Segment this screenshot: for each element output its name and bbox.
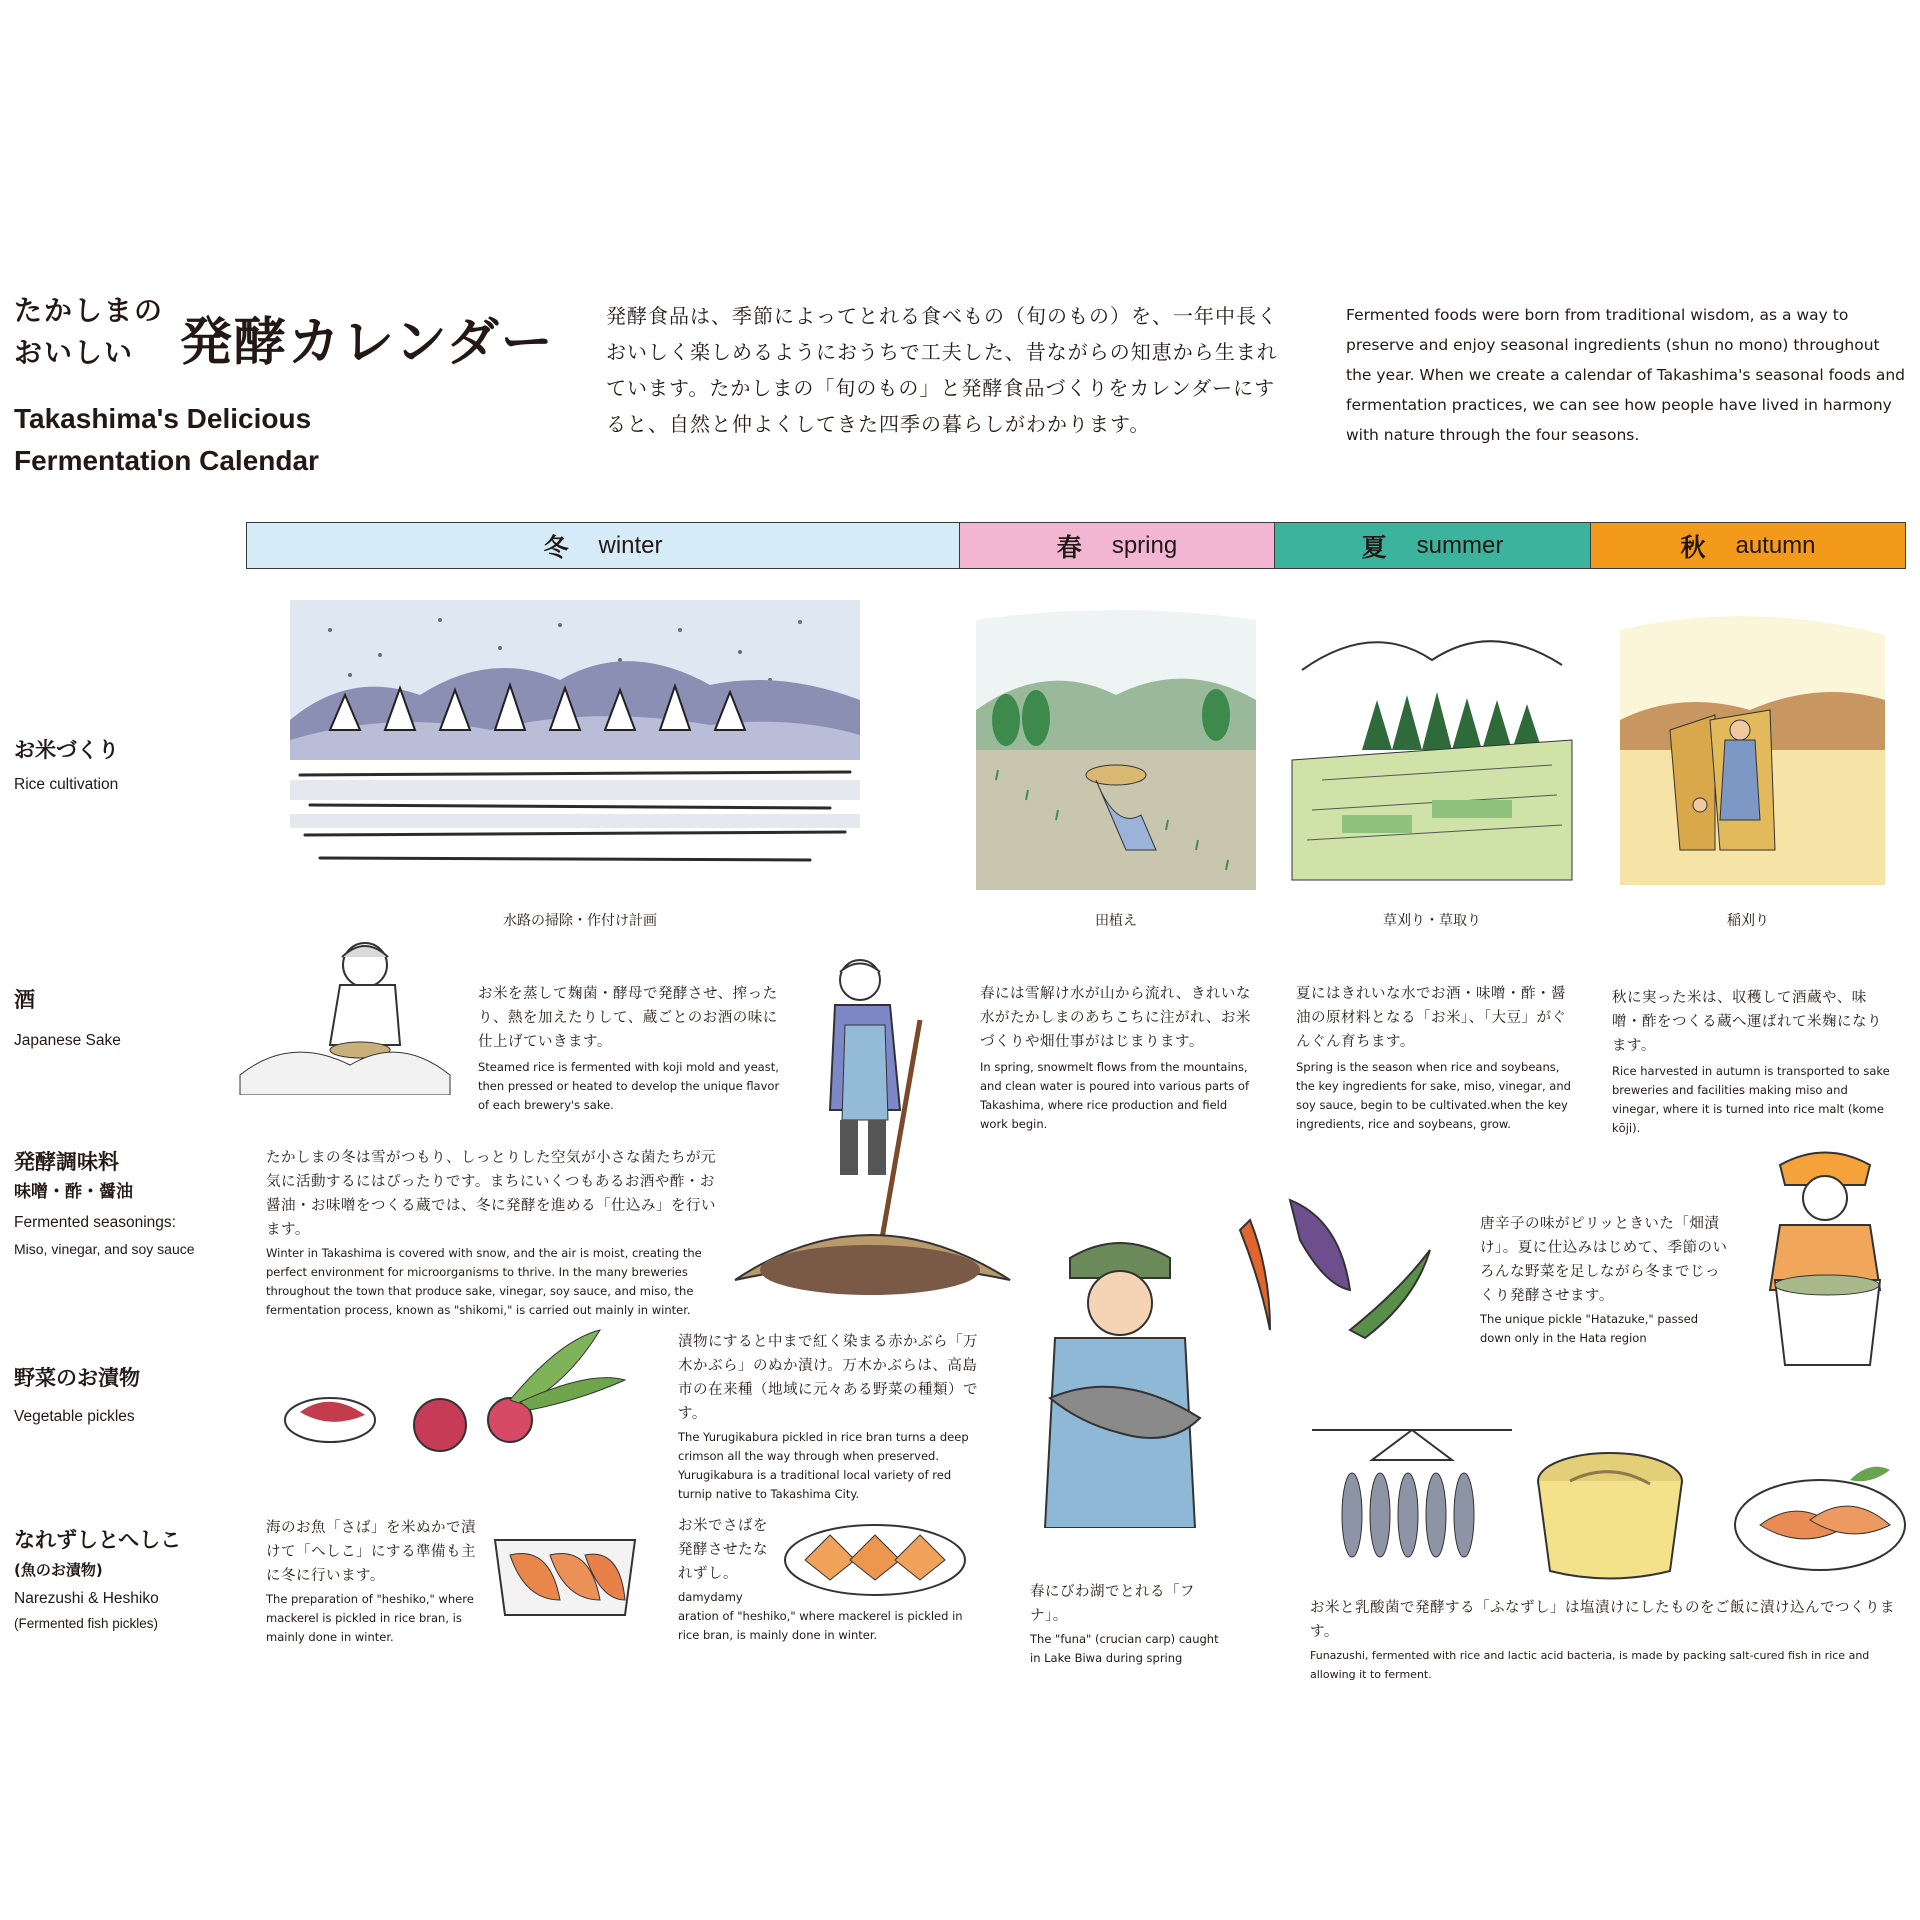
row-subtitle: Fermented seasonings:: [14, 1214, 176, 1231]
text-en: aration of "heshiko," where mackerel is pickled in rice bran, is mainly done in winter.: [678, 1609, 963, 1642]
row-subtitle: Narezushi & Heshiko: [14, 1590, 159, 1607]
row-title: 発酵調味料: [14, 1150, 119, 1174]
row-label-sake: [14, 984, 121, 1054]
season-label: spring: [1111, 531, 1178, 559]
row-subtitle-2: (Fermented fish pickles): [14, 1616, 159, 1631]
narezushi-en-text: [678, 1607, 978, 1645]
page-title-en: Takashima's Delicious Fermentation Calendar: [14, 403, 319, 476]
season-summer: [1274, 522, 1591, 569]
season-kanji: 春: [1056, 532, 1082, 562]
caption-summer: 草刈り・草取り: [1383, 913, 1481, 929]
text-jp: 秋に実った米は、収穫して酒蔵や、味噌・酢をつくる蔵へ運ばれて米麹になります。: [1612, 990, 1882, 1054]
intro-en: Fermented foods were born from traditional wisdom, as a way to preserve and enjoy seasonal ingredients (shun no mono) throughout the year. When we create a calendar of Takashima's seasonal foods and fermentation practices, we can see how people have lived in harmony with nature through the four seasons.: [1346, 306, 1906, 444]
summer-fields-illustration: [1282, 600, 1582, 890]
text-en: Funazushi, fermented with rice and lactic acid bacteria, is made by packing salt-cured fish in rice and allowing it to ferment.: [1310, 1649, 1870, 1681]
row-label-pickles: [14, 1362, 140, 1430]
row-subtitle: Vegetable pickles: [14, 1408, 135, 1425]
brewer-stirring-illustration: [720, 950, 1020, 1310]
text-jp: 春には雪解け水が山から流れ、きれいな水がたかしまのあちこちに注がれ、お米づくりや畑仕事がはじまります。: [980, 986, 1251, 1050]
season-kanji: 夏: [1361, 532, 1387, 562]
caption-winter: 水路の掃除・作付け計画: [503, 913, 657, 929]
text-jp: 漬物にすると中まで紅く染まる赤かぶら「万木かぶら」のぬか漬け。万木かぶらは、高島市の在来種（地域に元々ある野菜の種類）です。: [678, 1334, 978, 1422]
text-en: The "funa" (crucian carp) caught in Lake Biwa during spring: [1030, 1632, 1219, 1665]
text-en: Rice harvested in autumn is transported to sake breweries and facilities making miso and vinegar, where it is turned into rice malt (kome kōji).: [1612, 1064, 1890, 1135]
pickles-winter-text: [678, 1330, 978, 1504]
caption-spring: 田植え: [1095, 913, 1137, 929]
fisherman-illustration: [1020, 1228, 1220, 1528]
narezushi-jp-text: [678, 1514, 768, 1607]
season-winter: [246, 522, 960, 569]
funa-text: [1030, 1580, 1230, 1668]
sake-summer-text: [1296, 982, 1572, 1134]
caption-autumn: 稲刈り: [1727, 913, 1769, 929]
narezushi-plate-illustration: [780, 1510, 970, 1600]
title-line1: たかしまの: [14, 294, 165, 327]
text-en: Spring is the season when rice and soybeans, the key ingredients for sake, miso, vinegar, and soy sauce, begin to be cultivated.when the key ingredients, rice and soybeans, grow.: [1296, 1060, 1571, 1131]
row-subtitle: Japanese Sake: [14, 1032, 121, 1049]
title-line2: おいしい: [14, 336, 135, 369]
text-en: The preparation of "heshiko," where mackerel is pickled in rice bran, is mainly done in winter.: [266, 1592, 474, 1644]
funazushi-plate-illustration: [1730, 1450, 1910, 1580]
text-jp: 春にびわ湖でとれる「フナ」。: [1030, 1584, 1195, 1624]
text-jp: 唐辛子の味がピリッときいた「畑漬け」。夏に仕込みはじめて、季節のいろんな野菜を足しながら冬までじっくり発酵させます。: [1480, 1216, 1728, 1304]
heshiko-text: [266, 1516, 476, 1647]
autumn-harvest-illustration: [1600, 600, 1900, 890]
row-title: お米づくり: [14, 738, 119, 762]
season-label: summer: [1416, 531, 1504, 559]
page-title: 発酵カレンダー: [180, 313, 555, 373]
text-jp: お米でさばを発酵させたなれずし。: [678, 1518, 768, 1582]
drying-fish-illustration: [1312, 1420, 1512, 1570]
spring-planting-illustration: [966, 600, 1266, 890]
row-label-seasoning: [14, 1146, 195, 1262]
text-en: damydamy: [678, 1590, 743, 1604]
text-en: Steamed rice is fermented with koji mold and yeast, then pressed or heated to develop the unique flavor of each brewery's sake.: [478, 1060, 780, 1112]
season-kanji: 秋: [1680, 532, 1706, 562]
row-subtitle-2: Miso, vinegar, and soy sauce: [14, 1241, 195, 1257]
seasoning-winter-text: [266, 1146, 726, 1320]
funazushi-text: [1310, 1596, 1910, 1684]
turnip-illustration: [270, 1320, 630, 1470]
season-label: winter: [598, 531, 663, 559]
row-label-rice: [14, 734, 119, 798]
seasoning-autumn-text: [1480, 1212, 1730, 1348]
row-title: 酒: [14, 988, 35, 1012]
title-small: [14, 290, 164, 374]
sake-autumn-text: [1612, 986, 1894, 1138]
text-en: Winter in Takashima is covered with snow, and the air is moist, creating the perfect environment for microorganisms to thrive. In the many breweries throughout the town that produce sake, vinegar, soy sauce, and miso, the fermentation process, known as "shikomi," is carried out mainly in winter.: [266, 1246, 702, 1317]
text-en: In spring, snowmelt flows from the mountains, and clean water is poured into various parts of Takashima, where rice production and field work begin.: [980, 1060, 1250, 1131]
winter-landscape-illustration: [290, 600, 860, 870]
mackerel-tray-illustration: [490, 1520, 640, 1630]
row-title: 野菜のお漬物: [14, 1366, 140, 1390]
season-autumn: [1590, 522, 1906, 569]
row-title-sub: (魚のお漬物): [14, 1561, 103, 1579]
season-label: autumn: [1735, 531, 1816, 559]
text-jp: 夏にはきれいな水でお酒・味噌・酢・醤油の原材料となる「お米」、「大豆」がぐんぐん育ちます。: [1296, 986, 1567, 1050]
text-en: The unique pickle "Hatazuke," passed down only in the Hata region: [1480, 1312, 1699, 1345]
season-kanji: 冬: [543, 532, 569, 562]
text-jp: たかしまの冬は雪がつもり、しっとりした空気が小さな菌たちが元気に活動するにはぴったりです。まちにいくつもあるお酒や酢・お醤油・お味噌をつくる蔵では、冬に発酵を進める「仕込み」を行います。: [266, 1150, 716, 1238]
woman-pickling-illustration: [1740, 1140, 1910, 1370]
text-jp: お米と乳酸菌で発酵する「ふなずし」は塩漬けにしたものをご飯に漬け込んでつくります。: [1310, 1600, 1895, 1640]
row-label-fish: [14, 1524, 181, 1636]
row-title-sub: 味噌・酢・醤油: [14, 1182, 133, 1202]
text-jp: 海のお魚「さば」を米ぬかで漬けて「へしこ」にする準備も主に冬に行います。: [266, 1520, 476, 1584]
rice-steaming-illustration: [230, 925, 460, 1095]
season-spring: [959, 522, 1275, 569]
funazushi-bowl-illustration: [1530, 1436, 1690, 1586]
text-jp: お米を蒸して麹菌・酵母で発酵させ、搾ったり、熱を加えたりして、蔵ごとのお酒の味に仕上げていきます。: [478, 986, 778, 1050]
row-title: なれずしとへしこ: [14, 1528, 182, 1552]
vegetables-illustration: [1230, 1180, 1440, 1350]
intro-jp: 発酵食品は、季節によってとれる食べもの（旬のもの）を、一年中長くおいしく楽しめるようにおうちで工夫した、昔ながらの知恵から生まれています。たかしまの「旬のもの」と発酵食品づくりをカレンダーにすると、自然と仲よくしてきた四季の暮らしがわかります。: [606, 304, 1278, 436]
text-en: The Yurugikabura pickled in rice bran turns a deep crimson all the way through when preserved. Yurugikabura is a traditional local variety of red turnip native to Takashima City.: [678, 1430, 969, 1501]
row-subtitle: Rice cultivation: [14, 776, 119, 793]
sake-spring-text: [980, 982, 1252, 1134]
